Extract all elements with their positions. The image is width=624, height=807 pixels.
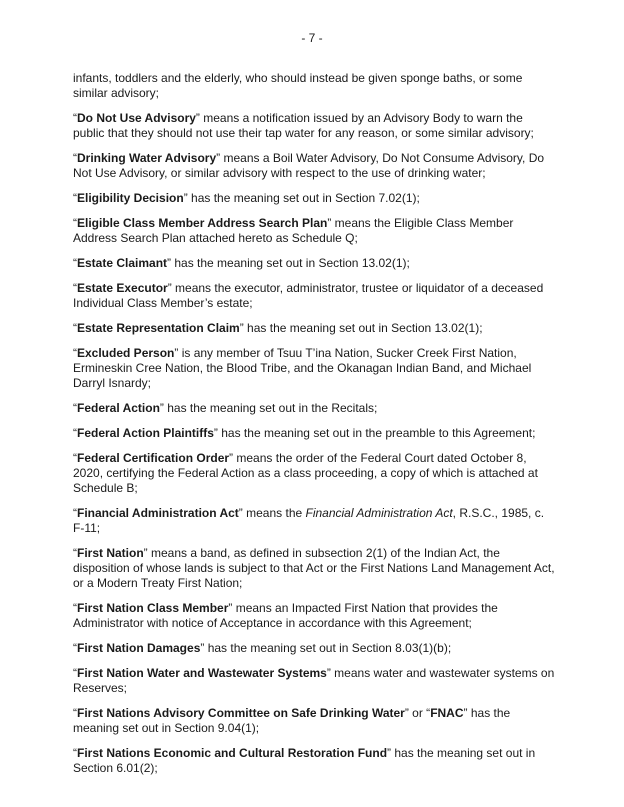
paragraph [73, 401, 557, 416]
paragraph [73, 346, 557, 391]
text-segment: “ [73, 321, 77, 335]
text-segment: “ [73, 191, 77, 205]
text-segment: “ [73, 746, 77, 760]
text-segment: ” means the executor, administrator, trustee or liquidator of a deceased Individual Class Member’s estate; [73, 281, 544, 310]
text-segment: ” means the [238, 506, 306, 520]
paragraph [73, 151, 557, 181]
defined-term: First Nation Class Member [77, 601, 229, 615]
defined-term: Federal Action [77, 401, 160, 415]
text-segment: “ [73, 111, 77, 125]
text-segment: ” means water and wastewater systems on Reserves; [73, 666, 555, 695]
defined-term: Estate Representation Claim [77, 321, 240, 335]
defined-term: First Nations Economic and Cultural Restoration Fund [77, 746, 388, 760]
defined-term: Drinking Water Advisory [77, 151, 217, 165]
text-segment: “ [73, 281, 77, 295]
paragraph [73, 71, 557, 101]
text-segment: “ [73, 641, 77, 655]
defined-term: Financial Administration Act [77, 506, 239, 520]
text-segment: “ [73, 506, 77, 520]
text-segment: “ [73, 401, 77, 415]
paragraph [73, 666, 557, 696]
paragraph [73, 546, 557, 591]
defined-term: First Nation Damages [77, 641, 201, 655]
paragraph [73, 281, 557, 311]
paragraph [73, 111, 557, 141]
text-segment: “ [73, 256, 77, 270]
text-segment: ” has the meaning set out in Section 7.02(1); [183, 191, 420, 205]
page-number: - 7 - [301, 31, 323, 45]
text-segment: ” has the meaning set out in the Recitals; [159, 401, 378, 415]
text-segment: ” has the meaning set out in Section 6.01(2); [73, 746, 536, 775]
paragraph [73, 256, 557, 271]
text-segment: “ [73, 666, 77, 680]
paragraph [73, 321, 557, 336]
paragraph [73, 706, 557, 736]
text-segment: ” has the meaning set out in Section 13.02(1); [239, 321, 483, 335]
statute-name: Financial Administration Act [305, 506, 453, 520]
paragraph [73, 451, 557, 496]
document-body [73, 71, 557, 776]
text-segment: “ [73, 601, 77, 615]
text-segment: ” has the meaning set out in the preamble to this Agreement; [213, 426, 536, 440]
text-segment: “ [73, 151, 77, 165]
text-segment: “ [73, 346, 77, 360]
defined-term: Federal Certification Order [77, 451, 230, 465]
text-segment: “ [73, 451, 77, 465]
text-segment: ” has the meaning set out in Section 13.02(1); [167, 256, 410, 270]
defined-term: FNAC [430, 706, 464, 720]
text-segment: “ [73, 546, 77, 560]
text-segment: ” means a band, as defined in subsection 2(1) of the Indian Act, the disposition of whose lands is subject to that Act or the First Nations Land Management Act, or a Modern Treaty First Nation; [73, 546, 555, 590]
paragraph [73, 426, 557, 441]
defined-term: Estate Executor [77, 281, 168, 295]
text-segment: “ [73, 216, 77, 230]
defined-term: Excluded Person [77, 346, 175, 360]
defined-term: First Nation Water and Wastewater Systems [77, 666, 327, 680]
paragraph [73, 506, 557, 536]
text-segment: , R.S.C., 1985, c. F-11; [73, 506, 545, 535]
paragraph [73, 216, 557, 246]
text-segment: ” means the Eligible Class Member Address Search Plan attached hereto as Schedule Q; [73, 216, 514, 245]
paragraph [73, 191, 557, 206]
defined-term: First Nation [77, 546, 144, 560]
defined-term: First Nations Advisory Committee on Safe Drinking Water [77, 706, 405, 720]
text-segment: ” or “ [404, 706, 431, 720]
defined-term: Do Not Use Advisory [77, 111, 196, 125]
paragraph [73, 746, 557, 776]
text-segment: ” means a Boil Water Advisory, Do Not Consume Advisory, Do Not Use Advisory, or similar advisory with respect to the use of drinking water; [73, 151, 545, 180]
text-segment: ” has the meaning set out in Section 8.03(1)(b); [200, 641, 452, 655]
text-segment: ” means the order of the Federal Court dated October 8, 2020, certifying the Federal Action as a class proceeding, a copy of which is attached at Schedule B; [73, 451, 538, 495]
paragraph [73, 641, 557, 656]
defined-term: Estate Claimant [77, 256, 168, 270]
text-segment: ” is any member of Tsuu T’ina Nation, Sucker Creek First Nation, Ermineskin Cree Nation, the Blood Tribe, and the Okanagan Indian Band, and Michael Darryl Isnardy; [73, 346, 532, 390]
text-segment: “ [73, 426, 77, 440]
text-segment: ” means an Impacted First Nation that provides the Administrator with notice of Acceptance in accordance with this Agreement; [73, 601, 498, 630]
paragraph [73, 601, 557, 631]
text-segment: ” has the meaning set out in Section 9.04(1); [73, 706, 511, 735]
text-segment: “ [73, 706, 77, 720]
text-segment: ” means a notification issued by an Advisory Body to warn the public that they should not use their tap water for any reason, or some similar advisory; [73, 111, 534, 140]
defined-term: Federal Action Plaintiffs [77, 426, 214, 440]
defined-term: Eligibility Decision [77, 191, 184, 205]
defined-term: Eligible Class Member Address Search Plan [77, 216, 328, 230]
text-segment: infants, toddlers and the elderly, who should instead be given sponge baths, or some similar advisory; [73, 71, 523, 100]
